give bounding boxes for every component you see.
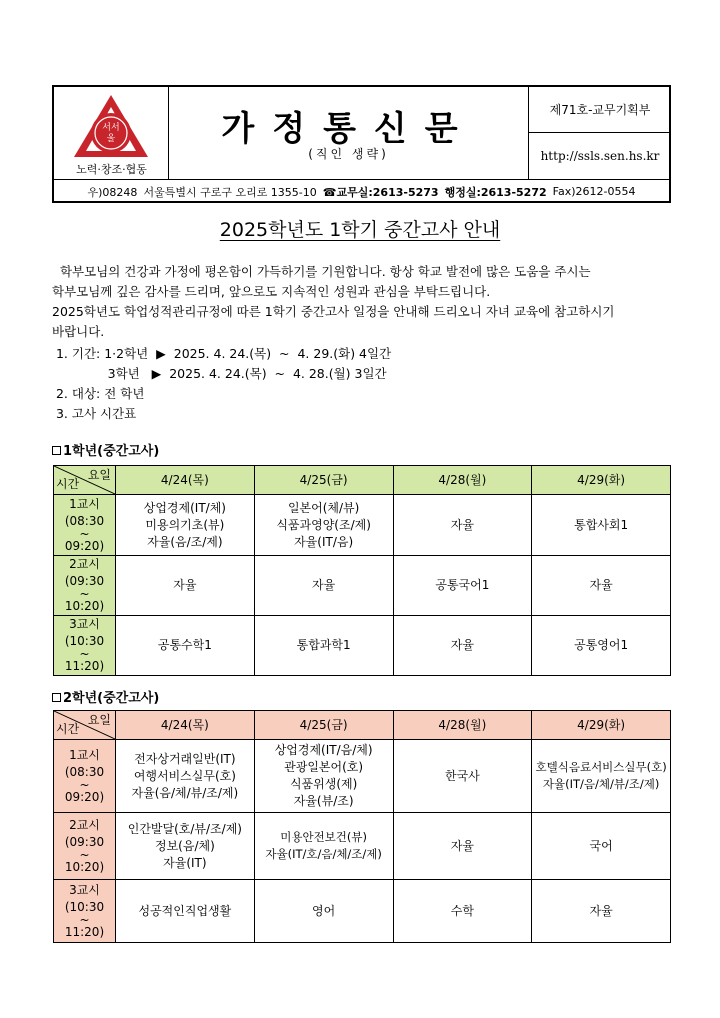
exam-cell: 미용안전보건(뷰) 자율(IT/호/음/체/조/제) — [254, 813, 393, 880]
period-cell: 3교시 (10:30 ~ 11:20) — [54, 616, 116, 676]
zip-code: 우)08248 — [87, 185, 138, 199]
table-header-row — [54, 466, 671, 495]
exam-cell: 자율 — [532, 880, 671, 943]
exam-cell: 자율 — [254, 556, 393, 616]
table-row — [54, 740, 671, 813]
svg-text:울: 울 — [106, 134, 116, 144]
exam-cell: 통합과학1 — [254, 616, 393, 676]
day-header: 4/25(금) — [254, 711, 393, 740]
exam-cell: 성공적인직업생활 — [116, 880, 255, 943]
newsletter-title: 가정통신문 — [221, 109, 476, 149]
period-cell: 2교시 (09:30 ~ 10:20) — [54, 813, 116, 880]
table-row — [54, 880, 671, 943]
document-title: 2025학년도 1학기 중간고사 안내 — [219, 219, 501, 241]
checkbox-icon — [52, 446, 61, 455]
title-cell — [169, 87, 580, 179]
period-line-2: 3학년 ▶ 2025. 4. 24.(목) ~ 4. 28.(월) 3일간 — [52, 366, 387, 381]
day-header: 4/28(월) — [393, 466, 532, 495]
address-bar — [54, 179, 669, 203]
target-line: 2. 대상: 전 학년 — [52, 386, 145, 401]
table-row — [54, 495, 671, 556]
grade1-label: 1학년(중간고사) — [52, 440, 159, 459]
day-header: 4/29(화) — [532, 466, 671, 495]
exam-cell: 자율 — [532, 556, 671, 616]
exam-cell: 수학 — [393, 880, 532, 943]
exam-cell: 상업경제(IT/체) 미용의기초(뷰) 자율(음/조/제) — [116, 495, 255, 556]
school-logo — [72, 93, 150, 161]
grade2-label: 2학년(중간고사) — [52, 687, 159, 706]
svg-text:서서: 서서 — [102, 123, 120, 133]
fax-number: Fax)2612-0554 — [552, 185, 636, 198]
exam-cell: 자율 — [116, 556, 255, 616]
exam-cell: 인간발달(호/뷰/조/제) 정보(음/체) 자율(IT) — [116, 813, 255, 880]
exam-cell: 전자상거래일반(IT) 여행서비스실무(호) 자율(음/체/뷰/조/제) — [116, 740, 255, 813]
school-url[interactable]: http://ssls.sen.hs.kr — [540, 149, 660, 163]
body-text — [52, 262, 672, 424]
period-cell: 3교시 (10:30 ~ 11:20) — [54, 880, 116, 943]
admin-phone: 행정실:2613-5272 — [444, 185, 547, 199]
period-cell: 1교시 (08:30 ~ 09:20) — [54, 495, 116, 556]
exam-cell: 국어 — [532, 813, 671, 880]
exam-cell: 한국사 — [393, 740, 532, 813]
body-line: 학부모님께 깊은 감사를 드리며, 앞으로도 지속적인 성원과 관심을 부탁드립니다. — [52, 284, 491, 299]
exam-cell: 공통국어1 — [393, 556, 532, 616]
exam-cell: 통합사회1 — [532, 495, 671, 556]
street-address: 서울특별시 구로구 오리로 1355-10 — [143, 185, 317, 199]
day-header: 4/28(월) — [393, 711, 532, 740]
newsletter-subtitle: (직인 생략) — [308, 147, 389, 161]
exam-cell: 자율 — [393, 616, 532, 676]
grade2-schedule-table — [53, 710, 671, 943]
header-info-cell — [528, 87, 671, 179]
day-header: 4/25(금) — [254, 466, 393, 495]
table-header-row — [54, 711, 671, 740]
day-header: 4/29(화) — [532, 711, 671, 740]
table-row — [54, 556, 671, 616]
exam-cell: 일본어(체/뷰) 식품과영양(조/제) 자율(IT/음) — [254, 495, 393, 556]
office-phone: ☎교무실:2613-5273 — [322, 185, 439, 199]
exam-cell: 상업경제(IT/음/체) 관광일본어(호) 식품위생(제) 자율(뷰/조) — [254, 740, 393, 813]
exam-cell: 공통수학1 — [116, 616, 255, 676]
exam-cell: 호텔식음료서비스실무(호) 자율(IT/음/체/뷰/조/제) — [532, 740, 671, 813]
day-header: 4/24(목) — [116, 711, 255, 740]
period-cell: 1교시 (08:30 ~ 09:20) — [54, 740, 116, 813]
exam-cell: 공통영어1 — [532, 616, 671, 676]
body-line: 학부모님의 건강과 가정에 평온함이 가득하기를 기원합니다. 항상 학교 발전에 많은 도움을 주시는 — [52, 264, 591, 279]
header-box — [52, 85, 671, 203]
school-motto: 노력·창조·협동 — [76, 163, 147, 176]
period-cell: 2교시 (09:30 ~ 10:20) — [54, 556, 116, 616]
schedule-line: 3. 고사 시간표 — [52, 406, 137, 421]
checkbox-icon — [52, 693, 61, 702]
grade1-schedule-table — [53, 465, 671, 676]
corner-cell: 요일 시간 — [54, 711, 116, 740]
body-line: 바랍니다. — [52, 324, 105, 339]
exam-cell: 영어 — [254, 880, 393, 943]
corner-cell: 요일 시간 — [54, 466, 116, 495]
logo-cell — [54, 87, 169, 179]
exam-cell: 자율 — [393, 495, 532, 556]
period-line-1: 1. 기간: 1·2학년 ▶ 2025. 4. 24.(목) ~ 4. 29.(화) 4일간 — [52, 346, 392, 361]
body-line: 2025학년도 학업성적관리규정에 따른 1학기 중간고사 일정을 안내해 드리오니 자녀 교육에 참고하시기 — [52, 304, 615, 319]
issue-number: 제71호-교무기획부 — [529, 87, 671, 133]
exam-cell: 자율 — [393, 813, 532, 880]
day-header: 4/24(목) — [116, 466, 255, 495]
table-row — [54, 813, 671, 880]
table-row — [54, 616, 671, 676]
